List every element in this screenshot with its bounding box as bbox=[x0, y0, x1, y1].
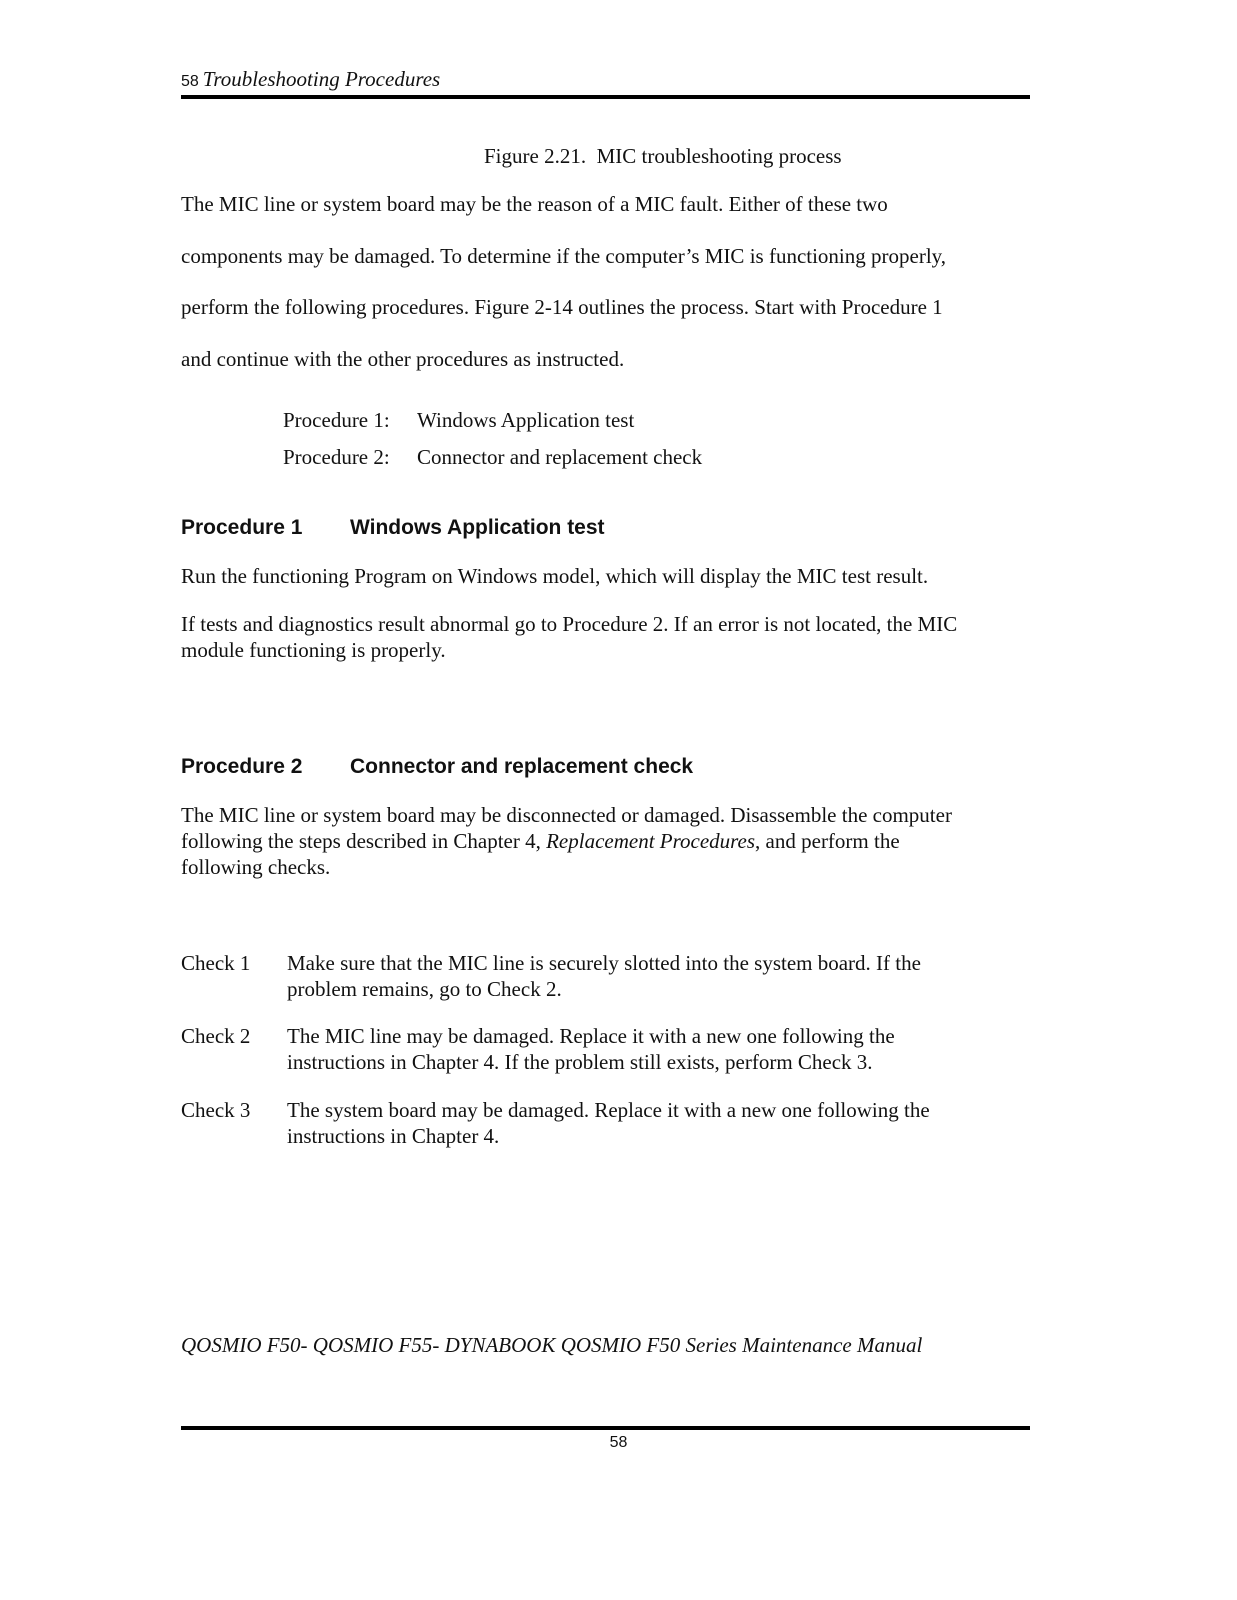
procedure1-label: Procedure 1 bbox=[181, 516, 303, 539]
intro-line-3: perform the following procedures. Figure 2-14 outlines the process. Start with Procedure 1 bbox=[181, 295, 943, 319]
intro-line-1: The MIC line or system board may be the reason of a MIC fault. Either of these two bbox=[181, 192, 888, 216]
procedure2-title: Connector and replacement check bbox=[350, 755, 694, 778]
procedure2-label: Procedure 2 bbox=[181, 755, 303, 778]
check-label: Check 2 bbox=[181, 1024, 251, 1048]
procedure1-paragraph-1: Run the functioning Program on Windows model, which will display the MIC test result. bbox=[181, 564, 929, 588]
check-text-line: instructions in Chapter 4. bbox=[287, 1124, 500, 1148]
procedure2-line-2-text: following the steps described in Chapter 4, bbox=[181, 829, 547, 853]
figure-caption: Figure 2.21. MIC troubleshooting process bbox=[484, 144, 842, 168]
procedure1-paragraph-2-line-1: If tests and diagnostics result abnormal go to Procedure 2. If an error is not located, the MIC bbox=[181, 612, 958, 636]
intro-line-2: components may be damaged. To determine if the computer’s MIC is functioning properly, bbox=[181, 244, 947, 268]
procedure-list-title: Connector and replacement check bbox=[417, 445, 703, 469]
procedure-list-title: Windows Application test bbox=[417, 408, 635, 432]
procedure2-line-1: The MIC line or system board may be disconnected or damaged. Disassemble the computer bbox=[181, 803, 952, 827]
procedure2-line-3: following checks. bbox=[181, 855, 331, 879]
footer-manual-title: QOSMIO F50- QOSMIO F55- DYNABOOK QOSMIO F50 Series Maintenance Manual bbox=[181, 1333, 923, 1357]
procedure2-line-2 bbox=[181, 828, 900, 854]
replacement-procedures-reference: Replacement Procedures bbox=[546, 829, 756, 853]
procedure-list-label: Procedure 2: bbox=[283, 445, 390, 469]
procedure-list-item bbox=[283, 444, 702, 470]
procedure-list-item bbox=[283, 407, 634, 433]
check-text-line: The MIC line may be damaged. Replace it with a new one following the bbox=[287, 1024, 895, 1048]
intro-line-4: and continue with the other procedures as instructed. bbox=[181, 347, 625, 371]
header-section-title: Troubleshooting Procedures bbox=[202, 67, 441, 91]
check-text-line: problem remains, go to Check 2. bbox=[287, 977, 562, 1001]
check-text-line: Make sure that the MIC line is securely slotted into the system board. If the bbox=[287, 951, 921, 975]
procedure-list-label: Procedure 1: bbox=[283, 408, 390, 432]
procedure2-heading bbox=[181, 755, 693, 779]
running-header bbox=[181, 67, 440, 93]
check-text-line: The system board may be damaged. Replace it with a new one following the bbox=[287, 1098, 930, 1122]
procedure1-title: Windows Application test bbox=[350, 516, 605, 539]
header-page-number: 58 bbox=[181, 73, 199, 90]
check-label: Check 1 bbox=[181, 951, 251, 975]
procedure2-line-2-tail: , and perform the bbox=[755, 829, 900, 853]
check-text-line: instructions in Chapter 4. If the problem still exists, perform Check 3. bbox=[287, 1050, 873, 1074]
footer-page-number: 58 bbox=[609, 1434, 628, 1451]
check-label: Check 3 bbox=[181, 1098, 251, 1122]
header-rule bbox=[181, 95, 1030, 99]
procedure1-heading bbox=[181, 516, 605, 540]
procedure1-paragraph-2-line-2: module functioning is properly. bbox=[181, 638, 446, 662]
footer-rule bbox=[181, 1426, 1030, 1430]
